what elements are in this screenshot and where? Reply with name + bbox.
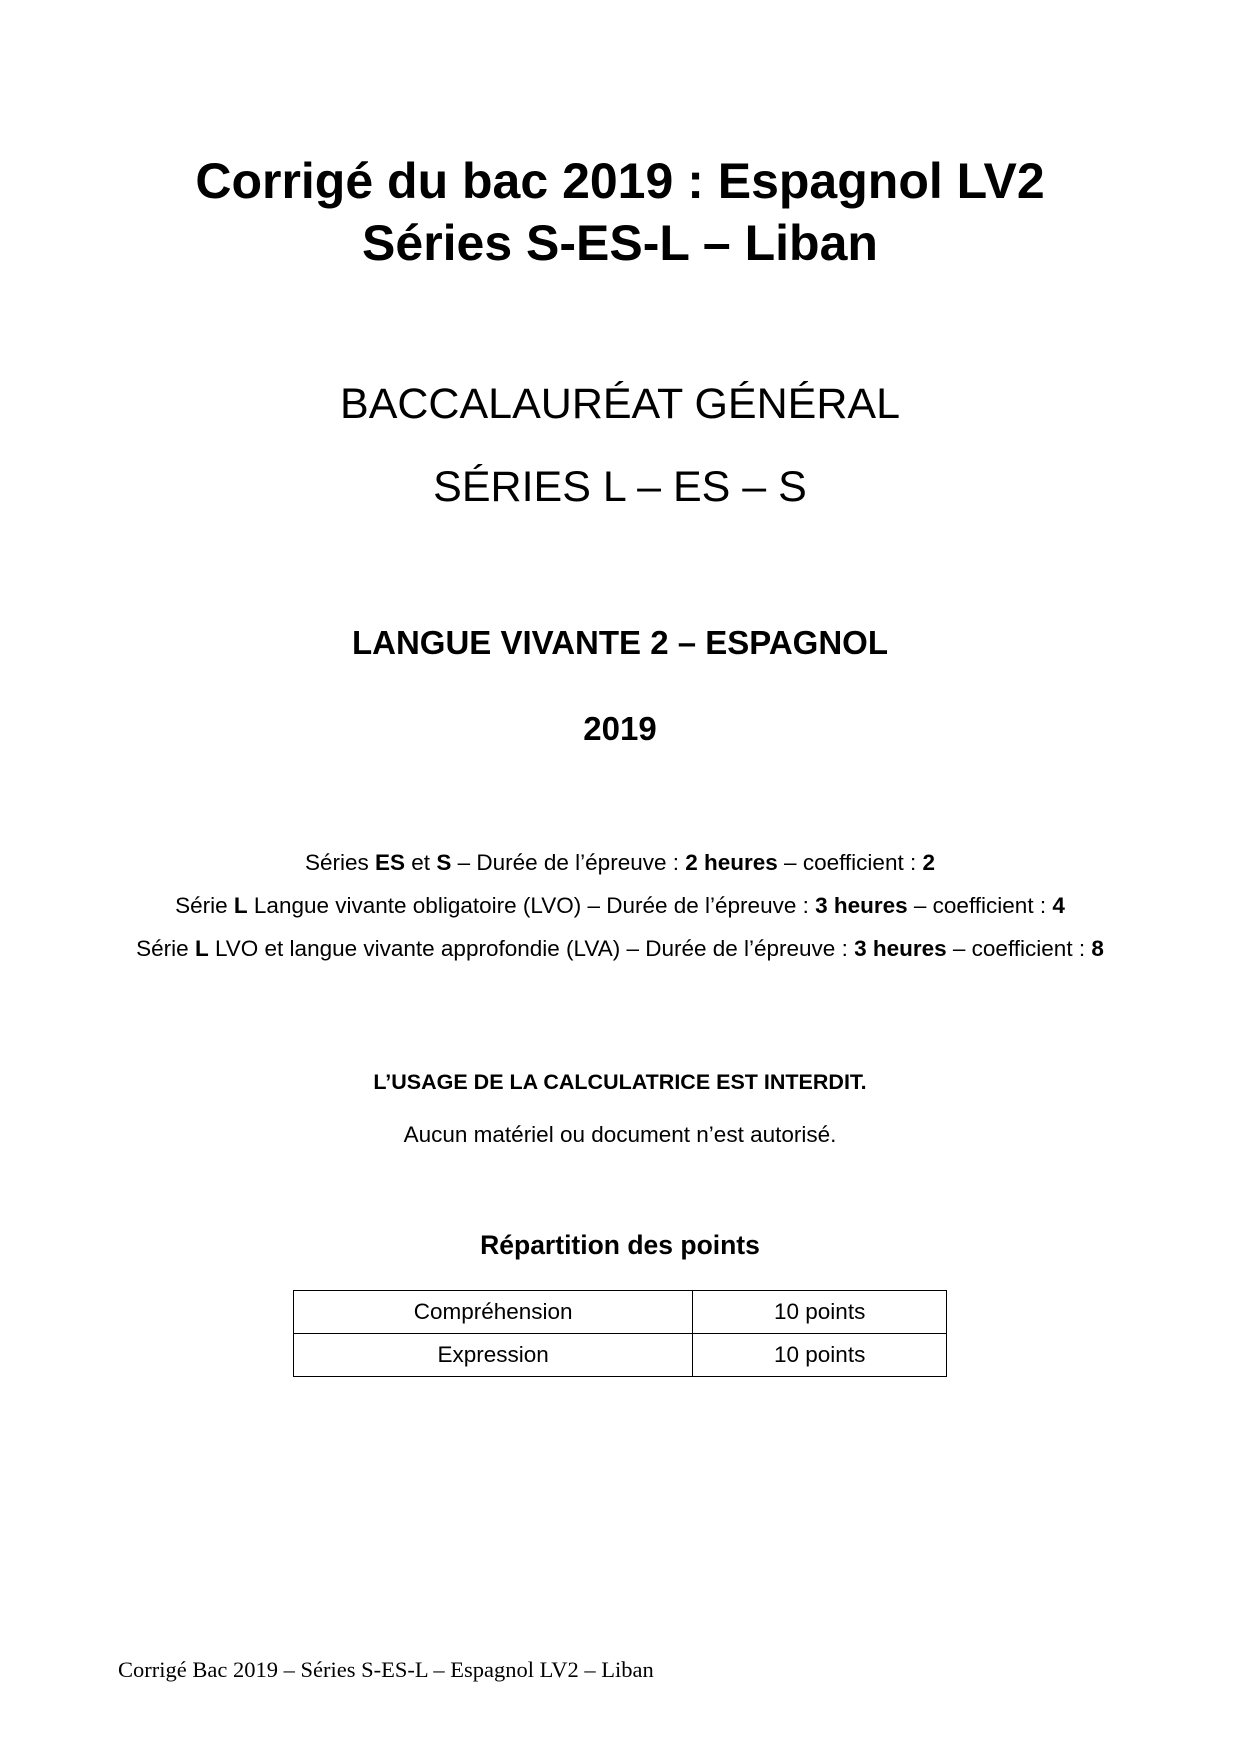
info-bold: L [233, 893, 248, 918]
info-bold: 2 heures [685, 850, 778, 875]
subject-heading: LANGUE VIVANTE 2 – ESPAGNOL [351, 624, 889, 661]
info-bold: ES [375, 850, 406, 875]
exam-year: 2019 [583, 710, 657, 747]
table-row [294, 1291, 947, 1334]
info-text: – coefficient : [946, 936, 1092, 961]
info-bold: 3 heures [815, 893, 908, 918]
info-bold: 2 [922, 850, 935, 875]
info-text: LVO et langue vivante approfondie (LVA) – Durée de l’épreuve : [208, 936, 855, 961]
series-heading: SÉRIES L – ES – S [433, 463, 807, 511]
info-line-l-lva [0, 935, 1240, 963]
points-table [293, 1290, 947, 1377]
info-bold: 3 heures [854, 936, 947, 961]
calculator-warning: L’USAGE DE LA CALCULATRICE EST INTERDIT. [373, 1070, 867, 1094]
table-cell-points: 10 points [693, 1334, 947, 1377]
page-footer: Corrigé Bac 2019 – Séries S-ES-L – Espagnol LV2 – Liban [118, 1657, 654, 1682]
info-text: Série [136, 936, 195, 961]
info-line-es-s [0, 849, 1240, 877]
title-line-2: Séries S-ES-L – Liban [362, 215, 878, 271]
points-heading: Répartition des points [480, 1230, 760, 1260]
title-line-1: Corrigé du bac 2019 : Espagnol LV2 [195, 153, 1045, 209]
document-title [0, 150, 1240, 274]
info-text: – coefficient : [907, 893, 1053, 918]
exam-heading: BACCALAURÉAT GÉNÉRAL [340, 380, 900, 428]
info-text: Séries [305, 850, 376, 875]
info-line-l-lvo [0, 892, 1240, 920]
table-cell-points: 10 points [693, 1291, 947, 1334]
info-text: – coefficient : [777, 850, 923, 875]
info-bold: 8 [1091, 936, 1104, 961]
materials-notice: Aucun matériel ou document n’est autorisé. [403, 1122, 837, 1147]
info-text: Langue vivante obligatoire (LVO) – Durée de l’épreuve : [247, 893, 816, 918]
table-cell-part: Expression [294, 1334, 693, 1377]
info-text: et [405, 850, 437, 875]
info-text: – Durée de l’épreuve : [451, 850, 686, 875]
table-row [294, 1334, 947, 1377]
info-text: Série [175, 893, 234, 918]
table-cell-part: Compréhension [294, 1291, 693, 1334]
info-bold: S [436, 850, 452, 875]
info-bold: L [194, 936, 209, 961]
info-bold: 4 [1052, 893, 1065, 918]
